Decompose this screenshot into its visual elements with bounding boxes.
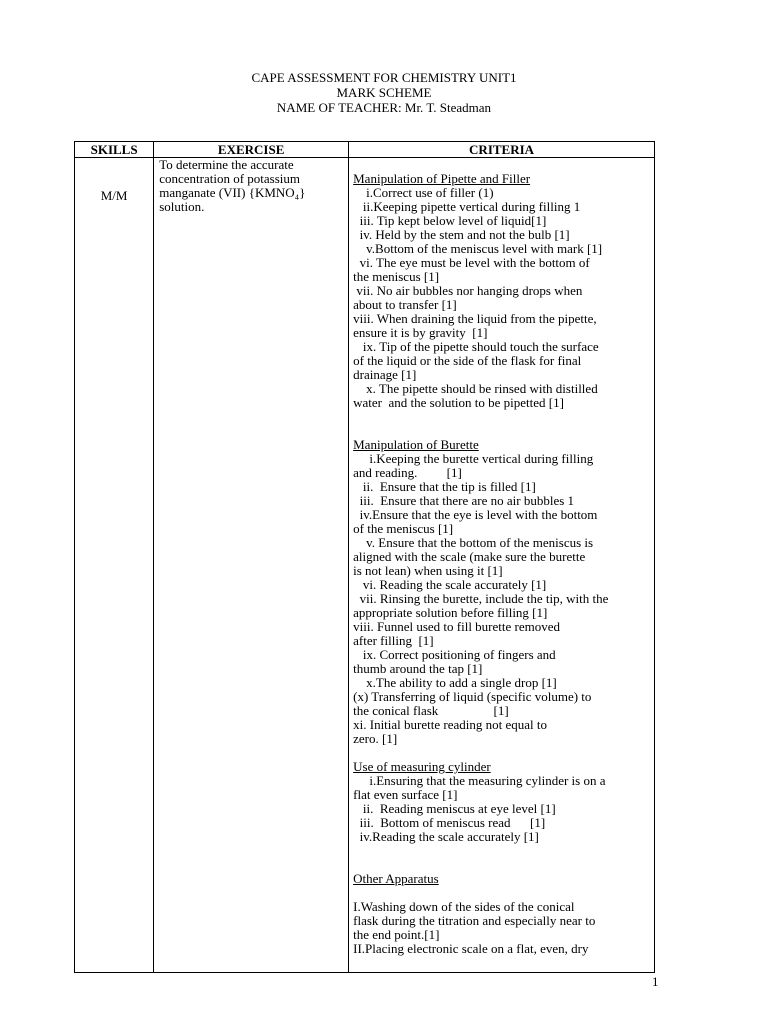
criteria-item: the conical flask [1] <box>353 703 509 718</box>
criteria-item: the end point.[1] <box>353 927 440 942</box>
criteria-item: i.Keeping the burette vertical during filling <box>353 451 594 466</box>
criteria-item: vii. Rinsing the burette, include the tip, with the <box>353 591 609 606</box>
section-title-cylinder: Use of measuring cylinder <box>353 759 491 774</box>
criteria-item: about to transfer [1] <box>353 297 457 312</box>
criteria-item: ii. Reading meniscus at eye level [1] <box>353 801 556 816</box>
criteria-item: iii. Ensure that there are no air bubbles 1 <box>353 493 575 508</box>
teacher-name: NAME OF TEACHER: Mr. T. Steadman <box>276 100 492 115</box>
criteria-item: is not lean) when using it [1] <box>353 563 503 578</box>
page-number: 1 <box>652 974 659 989</box>
exercise-line: solution. <box>159 199 205 214</box>
document-subtitle: MARK SCHEME <box>336 85 432 100</box>
criteria-item: iv.Reading the scale accurately [1] <box>353 829 539 844</box>
criteria-item: water and the solution to be pipetted [1] <box>353 395 564 410</box>
criteria-item: v.Bottom of the meniscus level with mark [1] <box>353 241 603 256</box>
column-header-criteria: CRITERIA <box>349 142 655 158</box>
criteria-item: x.The ability to add a single drop [1] <box>353 675 557 690</box>
exercise-line: concentration of potassium <box>159 171 301 186</box>
criteria-item: xi. Initial burette reading not equal to <box>353 717 547 732</box>
other-criteria-list <box>353 900 654 956</box>
criteria-item: the meniscus [1] <box>353 269 440 284</box>
criteria-item: I.Washing down of the sides of the conical <box>353 899 575 914</box>
criteria-item: vi. Reading the scale accurately [1] <box>353 577 547 592</box>
pipette-criteria-list <box>353 186 654 410</box>
criteria-item: ii.Keeping pipette vertical during filling 1 <box>353 199 581 214</box>
criteria-item: v. Ensure that the bottom of the meniscus is <box>353 535 594 550</box>
criteria-item: vii. No air bubbles nor hanging drops when <box>353 283 583 298</box>
document-title: CAPE ASSESSMENT FOR CHEMISTRY UNIT1 <box>251 70 517 85</box>
skills-cell <box>75 158 154 973</box>
criteria-item: x. The pipette should be rinsed with distilled <box>353 381 598 396</box>
column-header-exercise: EXERCISE <box>154 142 349 158</box>
criteria-item: viii. When draining the liquid from the pipette, <box>353 311 597 326</box>
table-row <box>75 158 655 973</box>
criteria-item: vi. The eye must be level with the bottom of <box>353 255 590 270</box>
criteria-item: i.Correct use of filler (1) <box>353 185 494 200</box>
criteria-item: of the meniscus [1] <box>353 521 454 536</box>
skill-value: M/M <box>100 188 128 203</box>
criteria-item: of the liquid or the side of the flask for final <box>353 353 582 368</box>
burette-criteria-list <box>353 452 654 746</box>
criteria-cell <box>349 158 655 973</box>
section-title-other: Other Apparatus <box>353 871 439 886</box>
criteria-item: flat even surface [1] <box>353 787 458 802</box>
criteria-item: iv.Ensure that the eye is level with the bottom <box>353 507 598 522</box>
criteria-item: aligned with the scale (make sure the burette <box>353 549 586 564</box>
criteria-item: ix. Tip of the pipette should touch the surface <box>353 339 599 354</box>
cylinder-criteria-list <box>353 774 654 844</box>
criteria-item: iii. Tip kept below level of liquid[1] <box>353 213 547 228</box>
criteria-item: viii. Funnel used to fill burette removed <box>353 619 561 634</box>
table-header-row <box>75 142 655 158</box>
criteria-item: ensure it is by gravity [1] <box>353 325 488 340</box>
criteria-item: and reading. [1] <box>353 465 462 480</box>
criteria-item: i.Ensuring that the measuring cylinder is on a <box>353 773 606 788</box>
exercise-line: manganate (VII) {KMNO₄} <box>159 185 306 200</box>
criteria-item: ii. Ensure that the tip is filled [1] <box>353 479 536 494</box>
document-header <box>0 70 768 115</box>
criteria-item: zero. [1] <box>353 731 398 746</box>
criteria-item: thumb around the tap [1] <box>353 661 483 676</box>
section-title-burette: Manipulation of Burette <box>353 437 479 452</box>
mark-scheme-table <box>74 141 655 973</box>
exercise-cell <box>154 158 349 973</box>
criteria-item: iii. Bottom of meniscus read [1] <box>353 815 546 830</box>
section-title-pipette: Manipulation of Pipette and Filler <box>353 171 531 186</box>
criteria-item: II.Placing electronic scale on a flat, even, dry <box>353 941 589 956</box>
criteria-item: ix. Correct positioning of fingers and <box>353 647 556 662</box>
column-header-skills: SKILLS <box>75 142 154 158</box>
exercise-line: To determine the accurate <box>159 157 294 172</box>
criteria-item: iv. Held by the stem and not the bulb [1] <box>353 227 570 242</box>
criteria-item: drainage [1] <box>353 367 417 382</box>
criteria-item: after filling [1] <box>353 633 434 648</box>
criteria-item: (x) Transferring of liquid (specific volume) to <box>353 689 592 704</box>
criteria-item: appropriate solution before filling [1] <box>353 605 548 620</box>
criteria-item: flask during the titration and especially near to <box>353 913 596 928</box>
